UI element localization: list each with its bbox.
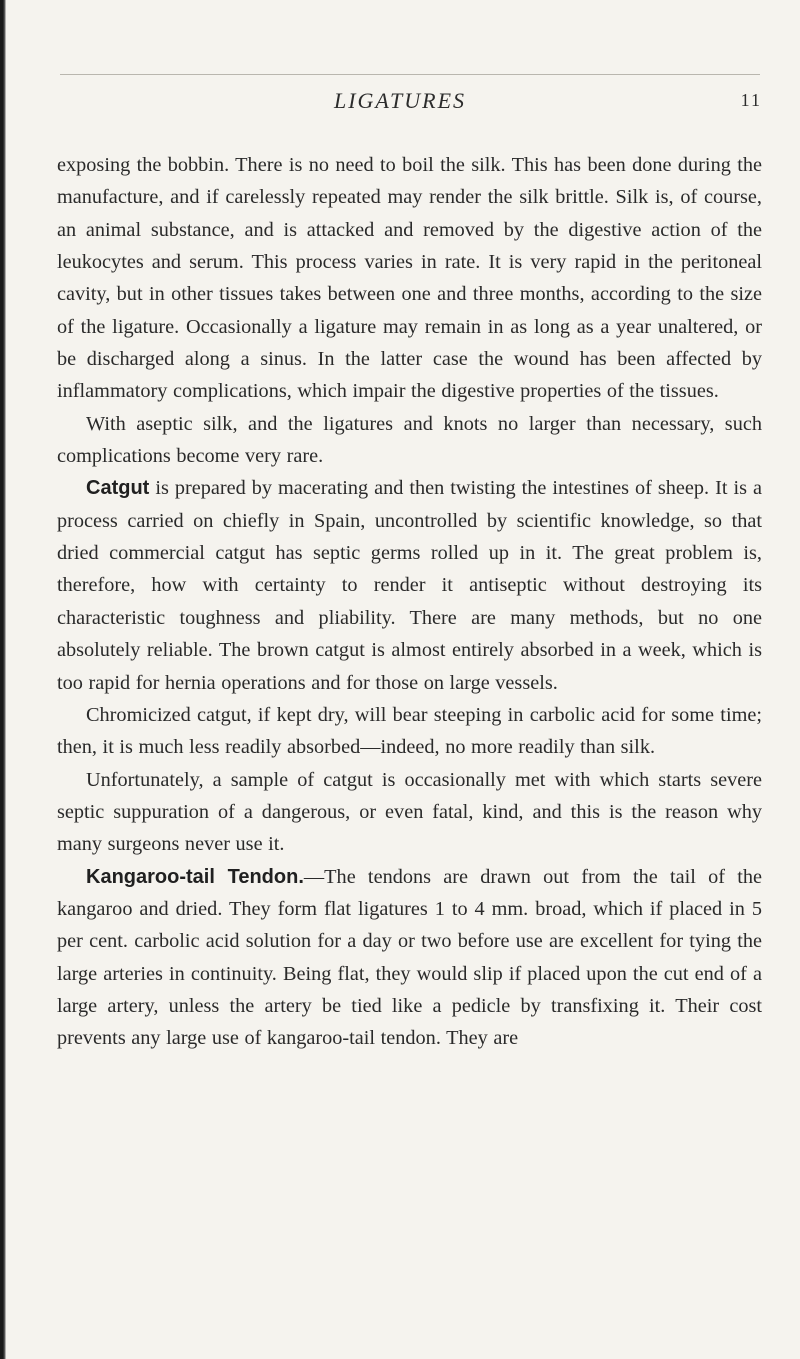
running-head: [0, 88, 800, 122]
paragraph-text: With aseptic silk, and the ligatures and knots no larger than necessary, such complications become very rare.: [57, 412, 762, 468]
paragraph-kangaroo-tendon: [57, 861, 762, 1055]
paragraph-text: is prepared by macerating and then twisting the intestines of sheep. It is a process carried on chiefly in Spain, uncontrolled by scientific knowledge, so that dried commercial catgut has septic germs rolled up in it. The great problem is, therefore, how with certainty to render it antiseptic without destroying its characteristic toughness and pliability. There are many methods, but no one absolutely reliable. The brown catgut is almost entirely absorbed in a week, which is too rapid for hernia operations and for those on large vessels.: [57, 477, 762, 694]
paragraph-catgut: [57, 472, 762, 698]
page-number: 11: [740, 90, 762, 110]
running-title: LIGATURES: [333, 88, 467, 113]
paragraph-text: —The tendons are drawn out from the tail of the kangaroo and dried. They form flat ligatures 1 to 4 mm. broad, which if placed in 5 per cent. carbolic acid solution for a day or two before use are excellent for tying the large arteries in continuity. Being flat, they would slip if placed upon the cut end of a large artery, unless the artery be tied like a pedicle by transfixing it. Their cost prevents any large use of kangaroo-tail tendon. They are: [57, 865, 762, 1050]
section-heading-kangaroo-tendon: Kangaroo-tail Tendon.: [86, 865, 304, 888]
page-binding-edge: [0, 0, 6, 1359]
section-heading-catgut: Catgut: [86, 477, 150, 500]
paragraph-aseptic-silk: [57, 408, 762, 473]
paragraph-text: Chromicized catgut, if kept dry, will bear steeping in carbolic acid for some time; then, it is much less readily absorbed—indeed, no more readily than silk.: [57, 703, 762, 759]
paragraph-text: exposing the bobbin. There is no need to boil the silk. This has been done during the manufacture, and if carelessly repeated may render the silk brittle. Silk is, of course, an animal substance, and is attacked and removed by the digestive action of the leukocytes and serum. This process varies in rate. It is very rapid in the peritoneal cavity, but in other tissues takes between one and three months, according to the size of the ligature. Occasionally a ligature may remain in as long as a year unaltered, or be discharged along a sinus. In the latter case the wound has been affected by inflammatory complications, which impair the digestive properties of the tissues.: [57, 154, 762, 403]
paragraph-text: Unfortunately, a sample of catgut is occasionally met with which starts severe septic suppuration of a dangerous, or even fatal, kind, and this is the reason why many surgeons never use it.: [57, 768, 762, 856]
body-text: [57, 149, 762, 1055]
paragraph-septic-catgut: [57, 764, 762, 861]
paragraph-silk-digestion: [57, 149, 762, 408]
paragraph-chromicized-catgut: [57, 699, 762, 764]
top-rule: [60, 74, 760, 75]
